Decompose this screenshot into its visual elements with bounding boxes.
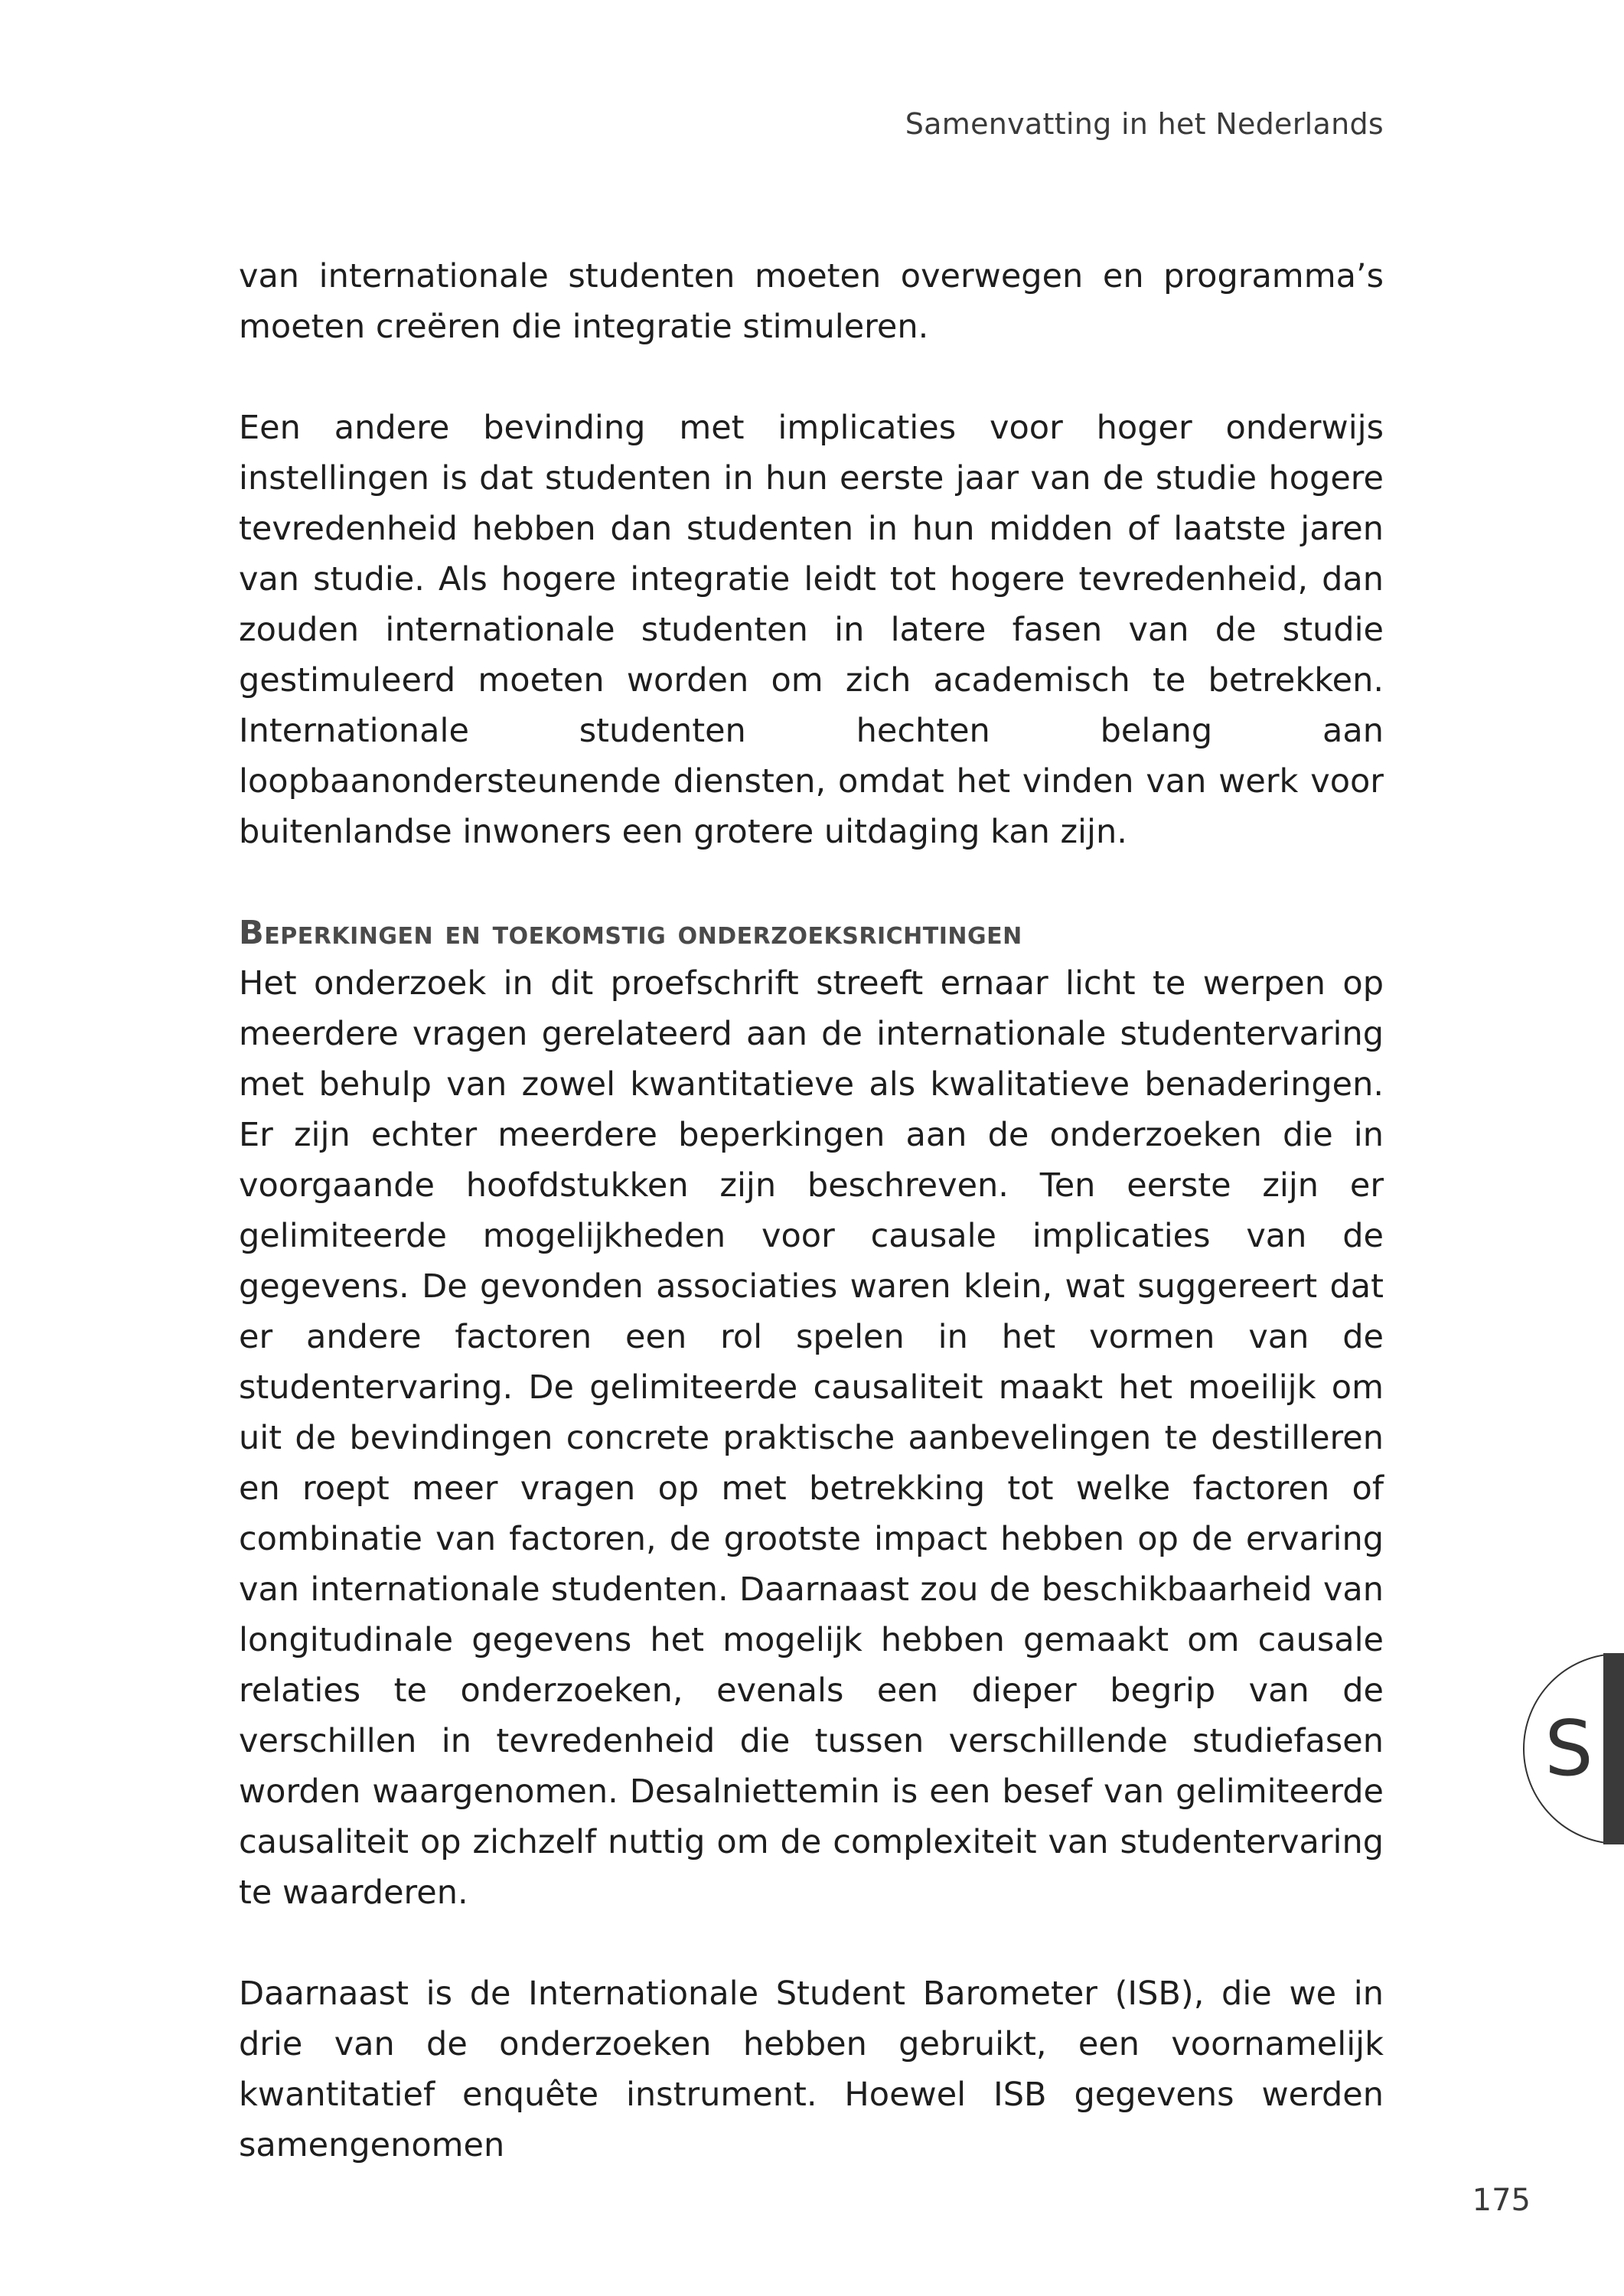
- paragraph-4: Daarnaast is de Internationale Student Barometer (ISB), die we in drie van de onderzoeken hebben gebruikt, een voornamelijk kwantitatief enquête instrument. Hoewel ISB gegevens werden samengenomen: [239, 1975, 1384, 2164]
- chapter-tab-bar: [1603, 1653, 1624, 1844]
- section-heading: Beperkingen en toekomstig onderzoeksrichtingen: [239, 914, 1022, 952]
- body-text: [239, 251, 1384, 2170]
- paragraph-1: van internationale studenten moeten overwegen en programma’s moeten creëren die integratie stimuleren.: [239, 257, 1384, 346]
- chapter-tab-letter: S: [1544, 1704, 1593, 1793]
- paragraph-2: Een andere bevinding met implicaties voor hoger onderwijs instellingen is dat studenten in hun eerste jaar van de studie hogere tevredenheid hebben dan studenten in hun midden of laatste jaren van studie. Als hogere integratie leidt tot hogere tevredenheid, dan zouden internationale studenten in latere fasen van de studie gestimuleerd moeten worden om zich academisch te betrekken. Internationale studenten hechten belang aan loopbaanondersteunende diensten, omdat het vinden van werk voor buitenlandse inwoners een grotere uitdaging kan zijn.: [239, 409, 1384, 851]
- page-number: 175: [1472, 2183, 1531, 2218]
- running-header: Samenvatting in het Nederlands: [905, 107, 1384, 141]
- paragraph-3: Het onderzoek in dit proefschrift streeft ernaar licht te werpen op meerdere vragen gerelateerd aan de internationale studentervaring met behulp van zowel kwantitatieve als kwalitatieve benaderingen. Er zijn echter meerdere beperkingen aan de onderzoeken die in voorgaande hoofdstukken zijn beschreven. Ten eerste zijn er gelimiteerde mogelijkheden voor causale implicaties van de gegevens. De gevonden associaties waren klein, wat suggereert dat er andere factoren een rol spelen in het vormen van de studentervaring. De gelimiteerde causaliteit maakt het moeilijk om uit de bevindingen concrete praktische aanbevelingen te destilleren en roept meer vragen op met betrekking tot welke factoren of combinatie van factoren, de grootste impact hebben op de ervaring van internationale studenten. Daarnaast zou de beschikbaarheid van longitudinale gegevens het mogelijk hebben gemaakt om causale relaties te onderzoeken, evenals een dieper begrip van de verschillen in tevredenheid die tussen verschillende studiefasen worden waargenomen. Desalniettemin is een besef van gelimiteerde causaliteit op zichzelf nuttig om de complexiteit van studentervaring te waarderen.: [239, 964, 1384, 1912]
